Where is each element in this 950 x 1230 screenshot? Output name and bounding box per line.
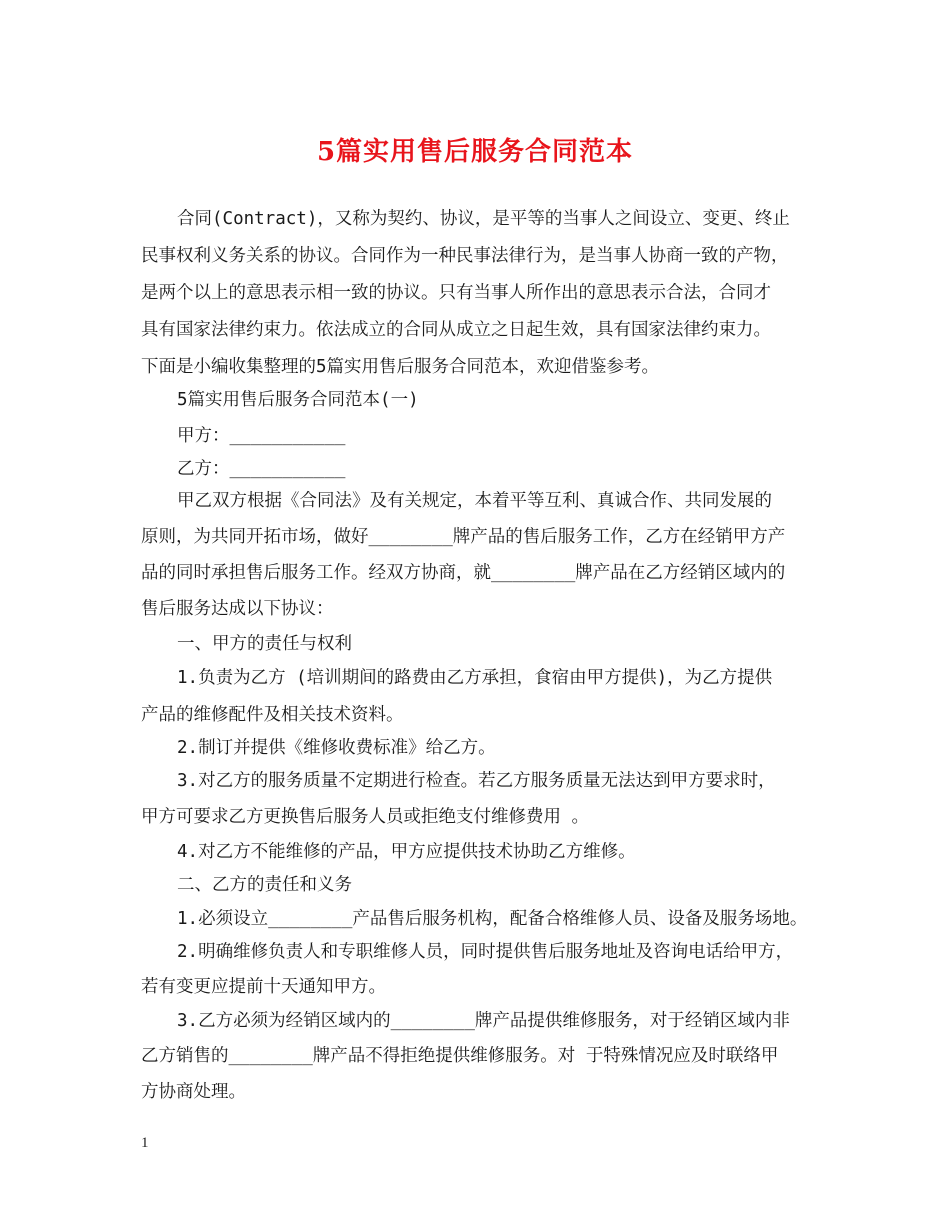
- clause-item: 产品的维修配件及相关技术资料。: [141, 705, 404, 725]
- party-a-line: 甲方：___________: [177, 426, 346, 446]
- clause-item: 1.必须设立________产品售后服务机构，配备合格维修人员、设备及服务场地。: [177, 909, 808, 929]
- paragraph-line: 下面是小编收集整理的5篇实用售后服务合同范本，欢迎借鉴参考。: [141, 357, 660, 377]
- clause-item: 若有变更应提前十天通知甲方。: [141, 977, 386, 997]
- clause-item: 甲方可要求乙方更换售后服务人员或拒绝支付维修费用 。: [141, 807, 590, 827]
- page-number: 1: [141, 1135, 149, 1151]
- paragraph-line: 合同(Contract)，又称为契约、协议，是平等的当事人之间设立、变更、终止: [177, 209, 790, 229]
- clause-heading: 二、乙方的责任和义务: [177, 875, 352, 895]
- paragraph-line: 民事权利义务关系的协议。合同作为一种民事法律行为，是当事人协商一致的产物，: [141, 246, 789, 266]
- clause-item: 方协商处理。: [141, 1082, 246, 1102]
- clause-item: 2.制订并提供《维修收费标准》给乙方。: [177, 738, 496, 758]
- section-heading: 5篇实用售后服务合同范本(一): [177, 390, 419, 410]
- document-title: 5篇实用售后服务合同范本: [316, 137, 634, 167]
- paragraph-line: 是两个以上的意思表示相一致的协议。只有当事人所作出的意思表示合法，合同才: [141, 283, 771, 303]
- clause-item: 3.对乙方的服务质量不定期进行检查。若乙方服务质量无法达到甲方要求时，: [177, 771, 776, 791]
- party-b-line: 乙方：___________: [177, 459, 346, 479]
- clause-item: 4.对乙方不能维修的产品，甲方应提供技术协助乙方维修。: [177, 842, 636, 862]
- clause-item: 2.明确维修负责人和专职维修人员，同时提供售后服务地址及咨询电话给甲方，: [177, 942, 794, 962]
- clause-item: 1.负责为乙方 (培训期间的路费由乙方承担，食宿由甲方提供)，为乙方提供: [177, 668, 773, 688]
- paragraph-line: 售后服务达成以下协议：: [141, 599, 334, 619]
- clause-item: 乙方销售的________牌产品不得拒绝提供维修服务。对 于特殊情况应及时联络甲: [141, 1046, 779, 1066]
- clause-heading: 一、甲方的责任与权利: [177, 634, 352, 654]
- paragraph-line: 原则，为共同开拓市场，做好________牌产品的售后服务工作，乙方在经销甲方产: [141, 527, 786, 547]
- paragraph-line: 具有国家法律约束力。依法成立的合同从成立之日起生效，具有国家法律约束力。: [141, 320, 771, 340]
- paragraph-line: 品的同时承担售后服务工作。经双方协商，就________牌产品在乙方经销区域内的: [141, 563, 786, 583]
- clause-item: 3.乙方必须为经销区域内的________牌产品提供维修服务，对于经销区域内非: [177, 1011, 790, 1031]
- paragraph-line: 甲乙双方根据《合同法》及有关规定，本着平等互利、真诚合作、共同发展的: [177, 491, 772, 511]
